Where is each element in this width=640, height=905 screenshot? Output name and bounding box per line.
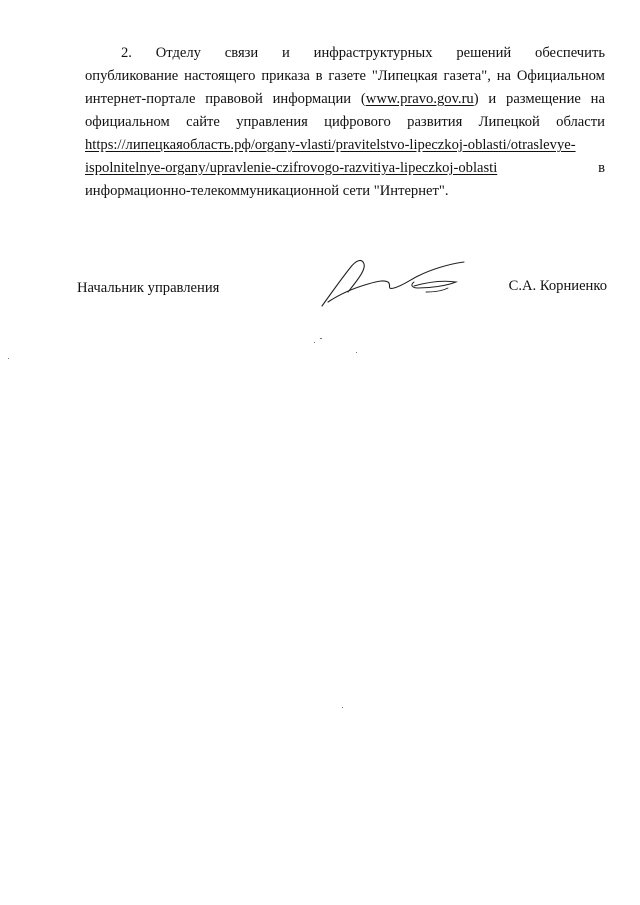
word: правовой — [205, 91, 263, 107]
pravo-gov-link[interactable]: www.pravo.gov.ru — [365, 91, 474, 107]
close-paren: ) — [473, 91, 479, 107]
word: инфраструктурных — [313, 45, 433, 61]
word: настоящего — [184, 68, 256, 84]
paragraph-2 — [85, 42, 605, 203]
word: на — [590, 91, 605, 107]
word: решений — [456, 45, 512, 61]
word: "Липецкая — [371, 68, 438, 84]
open-paren: ( — [360, 91, 366, 107]
word: информационно-телекоммуникационной — [85, 183, 340, 199]
item-number: 2. — [121, 45, 132, 61]
word: и — [488, 91, 497, 107]
paragraph-line-6 — [85, 157, 605, 180]
word: Официальном — [516, 68, 605, 84]
pravo-link-group — [361, 88, 479, 111]
word: области — [556, 114, 605, 130]
signatory-title: Начальник управления — [77, 280, 220, 296]
paragraph-line-1 — [85, 42, 605, 65]
word: официальном — [85, 114, 170, 130]
scan-speck — [320, 338, 322, 339]
word: информации — [272, 91, 352, 107]
word: "Интернет". — [373, 183, 449, 199]
word: газета", — [443, 68, 491, 84]
word: в — [315, 68, 323, 84]
scan-speck — [8, 358, 9, 359]
scan-speck — [356, 352, 357, 353]
word: развития — [407, 114, 463, 130]
word: цифрового — [324, 114, 391, 130]
word: Липецкой — [478, 114, 540, 130]
paragraph-line-2 — [85, 65, 605, 88]
paragraph-line-5 — [85, 134, 605, 157]
word: размещение — [506, 91, 581, 107]
word: на — [496, 68, 511, 84]
scan-speck — [342, 707, 343, 708]
word: связи — [224, 45, 259, 61]
word: Отделу — [155, 45, 201, 61]
word: обеспечить — [535, 45, 605, 61]
word: сети — [342, 183, 371, 199]
word: управления — [236, 114, 308, 130]
ministry-site-link-part1[interactable]: https://липецкаяобласть.рф/organy-vlasti/pravitelstvo-lipeczkoj-oblasti/otraslevye- — [85, 137, 576, 153]
paragraph-line-4 — [85, 111, 605, 134]
word: сайте — [186, 114, 220, 130]
paragraph-line-7 — [85, 180, 605, 203]
ministry-site-link-part2[interactable]: ispolnitelnye-organy/upravlenie-czifrovogo-razvitiya-lipeczkoj-oblasti — [85, 160, 498, 176]
handwritten-signature — [318, 252, 478, 312]
scan-speck — [314, 342, 315, 343]
signatory-name: С.А. Корниенко — [508, 278, 607, 294]
paragraph-line-3 — [85, 88, 605, 111]
word: в — [598, 160, 605, 176]
word: опубликование — [85, 68, 179, 84]
word: и — [282, 45, 290, 61]
word: приказа — [261, 68, 310, 84]
word: интернет-портале — [85, 91, 196, 107]
word: газете — [328, 68, 366, 84]
